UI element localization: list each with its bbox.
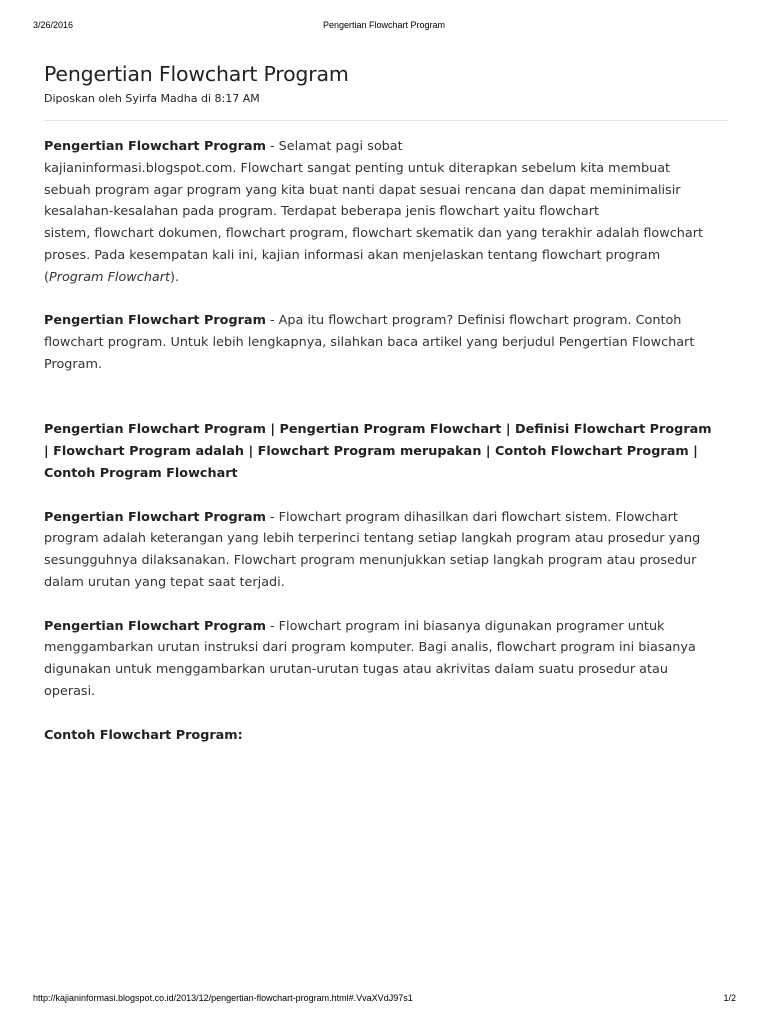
text-line: Program. [44,356,103,372]
text-line: kajianinformasi.blogspot.com. Flowchart sangat penting untuk diterapkan sebelum kita membuat [44,160,671,176]
text-line: operasi. [44,683,96,699]
text-line: sistem, flowchart dokumen, flowchart program, flowchart skematik dan yang terakhir adalah flowchart [44,226,703,242]
text-line: (Program Flowchart). [44,269,180,285]
divider [44,120,728,121]
print-url: http://kajianinformasi.blogspot.co.id/2013/12/pengertian-flowchart-program.html#.VvaXVdJ97s1 [33,993,413,1003]
text-line: Pengertian Flowchart Program - Apa itu flowchart program? Definisi flowchart program. Contoh [44,313,682,329]
keywords-block [44,419,728,484]
lead-text: Pengertian Flowchart Program [44,618,266,634]
text-line: Pengertian Flowchart Program - Selamat pagi sobat [44,139,403,154]
lead-text: Pengertian Flowchart Program [44,509,266,525]
article [44,58,728,768]
print-footer [0,993,768,1005]
post-meta: Diposkan oleh Syirfa Madha di 8:17 AM [44,92,260,105]
example-heading-block [44,725,728,747]
example-heading: Contoh Flowchart Program: [44,727,243,743]
text-line: dalam urutan yang tepat saat terjadi. [44,574,285,590]
spacer [44,398,728,420]
keyword-line: Pengertian Flowchart Program | Pengertian Program Flowchart | Definisi Flowchart Program [44,422,712,438]
print-date: 3/26/2016 [33,20,74,30]
italic-text: Program Flowchart [49,269,171,285]
text-line: sesungguhnya dilaksanakan. Flowchart program menunjukkan setiap langkah program atau prosedur [44,553,697,569]
text-line: sebuah program agar program yang kita buat nanti dapat sesuai rencana dan dapat meminimalisir [44,182,681,198]
paragraph-usage [44,616,728,703]
print-page-title: Pengertian Flowchart Program [322,20,446,30]
keyword-line: Contoh Program Flowchart [44,465,238,481]
paragraph-explanation [44,507,728,594]
text-line: Pengertian Flowchart Program - Flowchart program ini biasanya digunakan programer untuk [44,618,665,634]
text-line: Pengertian Flowchart Program - Flowchart program dihasilkan dari flowchart sistem. Flowchart [44,509,678,525]
text-line: program adalah keterangan yang lebih terperinci tentang setiap langkah program atau prosedur yang [44,531,701,547]
print-header [0,20,768,32]
text-line: menggambarkan urutan instruksi dari program komputer. Bagi analis, flowchart program ini biasanya [44,640,696,656]
keyword-line: | Flowchart Program adalah | Flowchart Program merupakan | Contoh Flowchart Program | [44,444,698,460]
lead-text: Pengertian Flowchart Program [44,139,266,154]
text-line: flowchart program. Untuk lebih lengkapnya, silahkan baca artikel yang berjudul Pengertian Flowchart [44,335,695,351]
page-number: 1/2 [723,993,736,1003]
text-line: digunakan untuk menggambarkan urutan-urutan tugas atau akrivitas dalam suatu prosedur atau [44,662,668,678]
paragraph-definition [44,310,728,375]
lead-text: Pengertian Flowchart Program [44,313,266,329]
paragraph-intro [44,136,728,289]
post-title: Pengertian Flowchart Program [44,62,349,86]
post-body [44,136,728,746]
text-line: proses. Pada kesempatan kali ini, kajian informasi akan menjelaskan tentang flowchart program [44,247,661,263]
text-line: kesalahan-kesalahan pada program. Terdapat beberapa jenis flowchart yaitu flowchart [44,204,600,220]
